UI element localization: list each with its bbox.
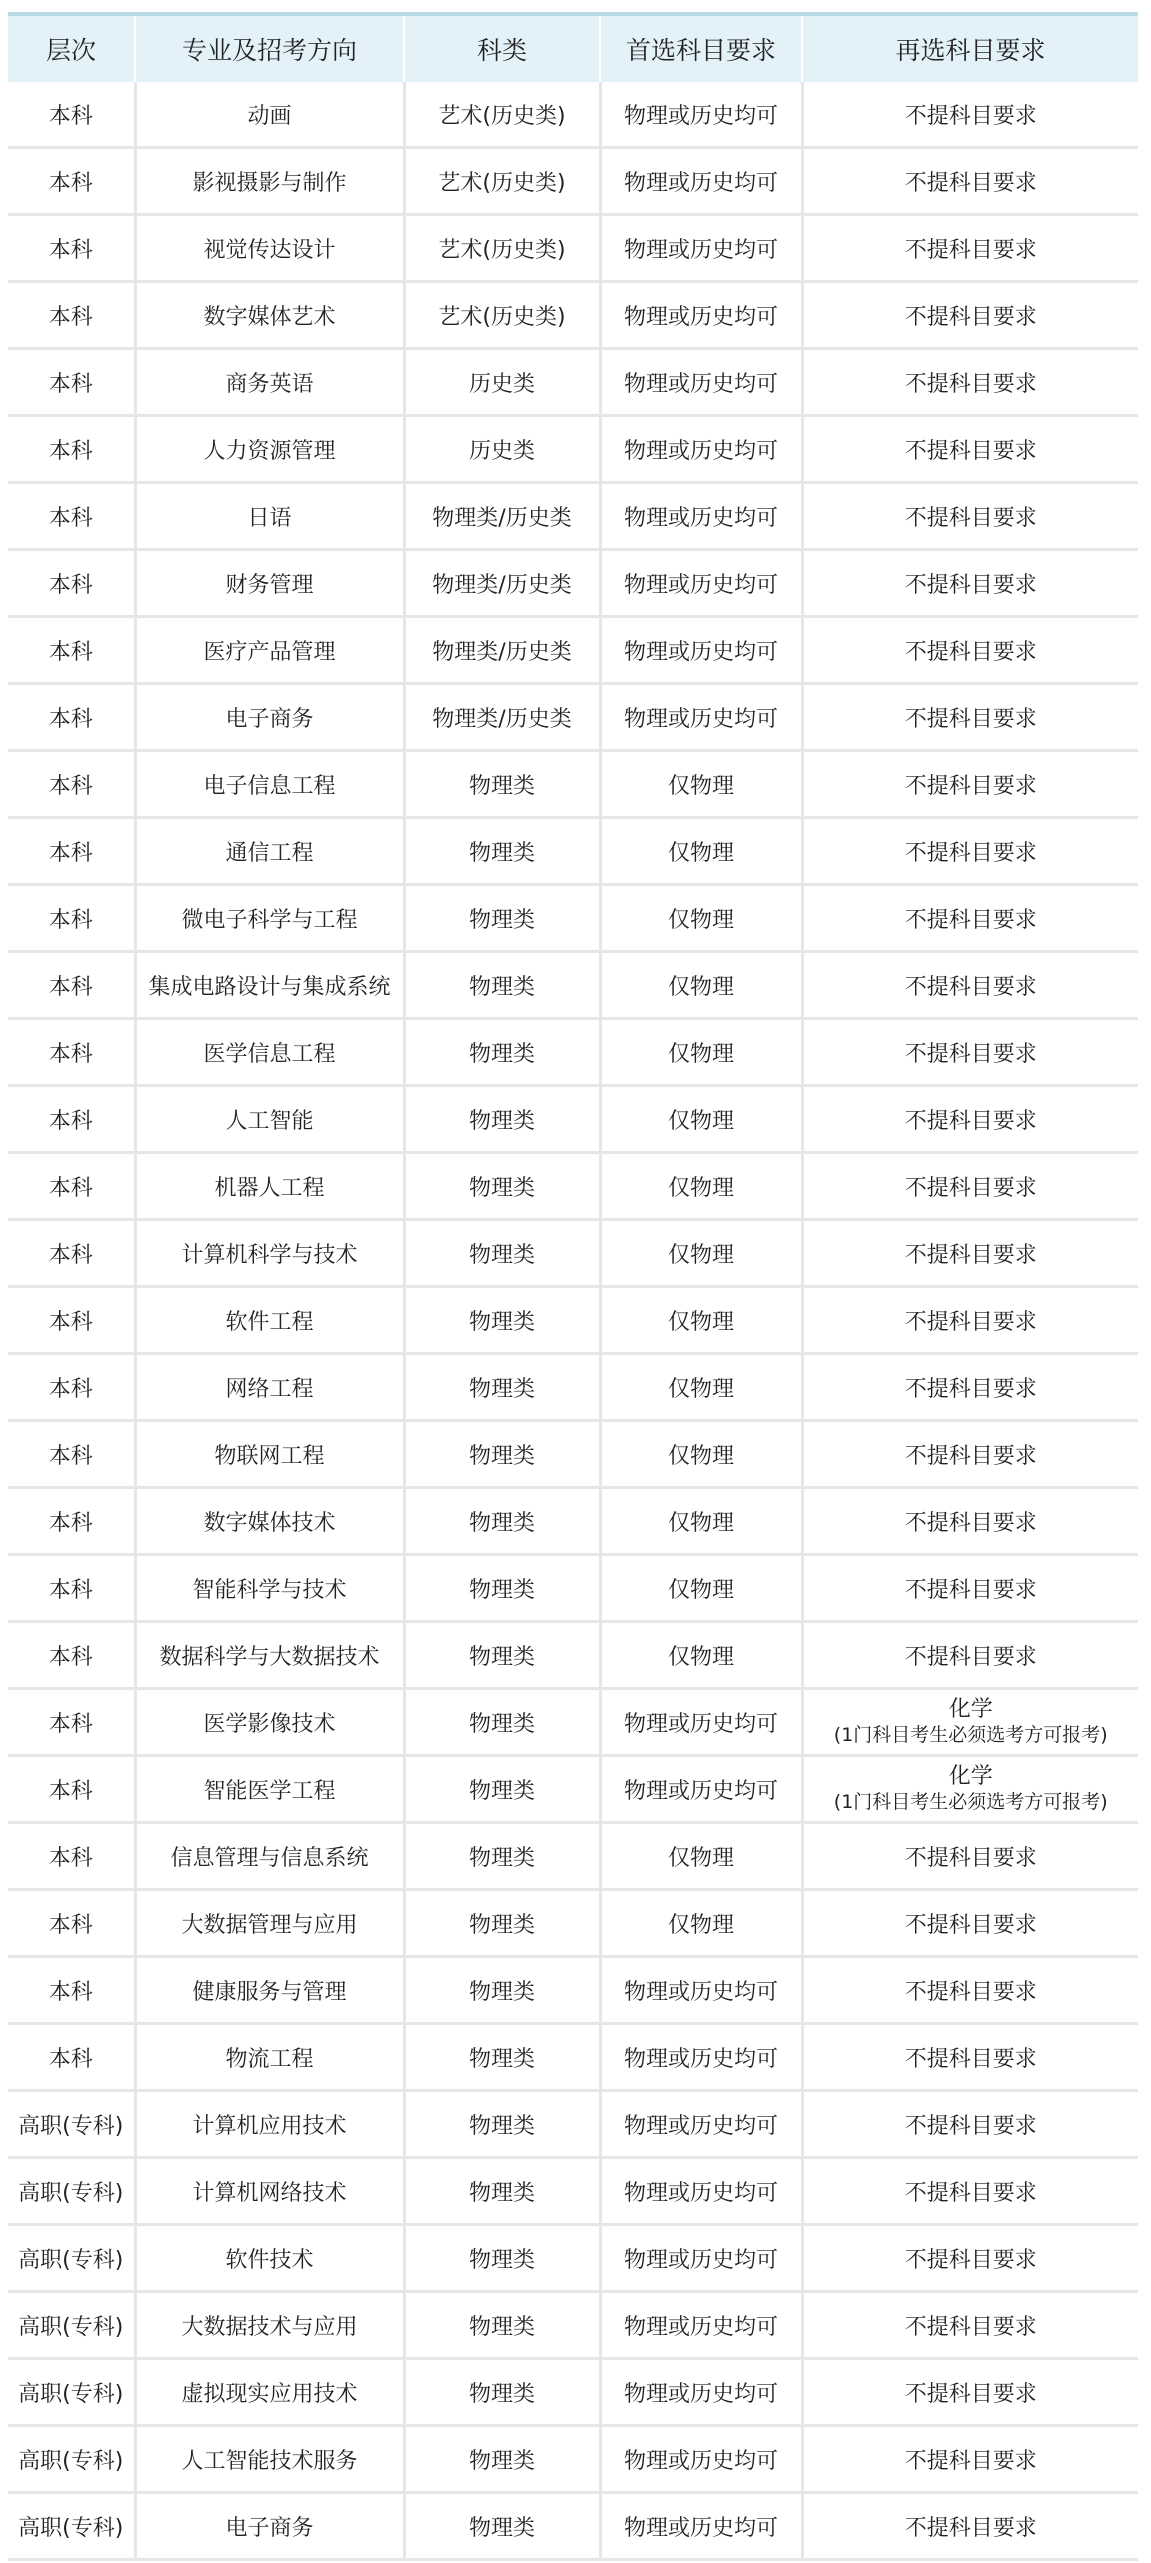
cell-category: 物理类 — [404, 1153, 600, 1220]
second-subject-text: 不提科目要求 — [904, 2113, 1037, 2139]
cell-level: 本科 — [8, 550, 135, 617]
cell-level: 本科 — [8, 483, 135, 550]
cell-level: 本科 — [8, 617, 135, 684]
cell-level: 本科 — [8, 1689, 135, 1756]
table-row — [8, 952, 1138, 1019]
cell-category: 物理类 — [404, 1421, 600, 1488]
cell-major: 计算机应用技术 — [135, 2091, 404, 2158]
header-row — [8, 16, 1138, 82]
cell-first-subject: 物理或历史均可 — [600, 2225, 802, 2292]
cell-first-subject: 物理或历史均可 — [600, 550, 802, 617]
table-row — [8, 617, 1138, 684]
cell-level: 本科 — [8, 1488, 135, 1555]
second-subject-text: 不提科目要求 — [904, 1175, 1037, 1201]
table-row — [8, 82, 1138, 148]
cell-first-subject: 物理或历史均可 — [600, 416, 802, 483]
cell-first-subject: 物理或历史均可 — [600, 2024, 802, 2091]
cell-second-subject — [802, 2158, 1138, 2225]
cell-level: 本科 — [8, 82, 135, 148]
cell-level: 本科 — [8, 1823, 135, 1890]
cell-level: 本科 — [8, 684, 135, 751]
cell-major: 计算机科学与技术 — [135, 1220, 404, 1287]
cell-second-subject — [802, 952, 1138, 1019]
second-subject-text: 化学 — [948, 1697, 993, 1722]
cell-category: 物理类 — [404, 1823, 600, 1890]
cell-category: 物理类 — [404, 751, 600, 818]
cell-second-subject — [802, 1957, 1138, 2024]
second-subject-text: 不提科目要求 — [904, 1242, 1037, 1268]
cell-second-subject — [802, 483, 1138, 550]
cell-level: 本科 — [8, 416, 135, 483]
table-row — [8, 2024, 1138, 2091]
cell-first-subject: 物理或历史均可 — [600, 1957, 802, 2024]
second-subject-text: 不提科目要求 — [904, 1041, 1037, 1067]
cell-second-subject — [802, 1086, 1138, 1153]
table-row — [8, 1086, 1138, 1153]
cell-level: 本科 — [8, 1756, 135, 1823]
cell-category: 物理类 — [404, 2158, 600, 2225]
second-subject-text: 不提科目要求 — [904, 2448, 1037, 2474]
table-row — [8, 349, 1138, 416]
cell-second-subject — [802, 1354, 1138, 1421]
cell-level: 本科 — [8, 1019, 135, 1086]
cell-level: 本科 — [8, 215, 135, 282]
cell-first-subject: 仅物理 — [600, 885, 802, 952]
cell-major: 物流工程 — [135, 2024, 404, 2091]
cell-level: 本科 — [8, 1086, 135, 1153]
table-row — [8, 885, 1138, 952]
cell-major: 动画 — [135, 82, 404, 148]
cell-level: 高职(专科) — [8, 2225, 135, 2292]
cell-category: 物理类 — [404, 952, 600, 1019]
second-subject-text: 不提科目要求 — [904, 1510, 1037, 1536]
cell-category: 物理类 — [404, 1019, 600, 1086]
second-subject-text: 不提科目要求 — [904, 237, 1037, 263]
second-subject-text: 不提科目要求 — [904, 2247, 1037, 2273]
cell-second-subject — [802, 1488, 1138, 1555]
table-row — [8, 818, 1138, 885]
cell-major: 人工智能技术服务 — [135, 2426, 404, 2493]
header-second-subject: 再选科目要求 — [802, 16, 1138, 82]
cell-second-subject — [802, 1756, 1138, 1823]
cell-major: 健康服务与管理 — [135, 1957, 404, 2024]
cell-level: 本科 — [8, 952, 135, 1019]
cell-second-subject — [802, 215, 1138, 282]
cell-category: 物理类 — [404, 2225, 600, 2292]
cell-level: 本科 — [8, 751, 135, 818]
second-subject-text: 不提科目要求 — [904, 1309, 1037, 1335]
second-subject-text: 不提科目要求 — [904, 170, 1037, 196]
table-row — [8, 684, 1138, 751]
cell-level: 高职(专科) — [8, 2426, 135, 2493]
second-subject-note: (1门科目考生必须选考方可报考) — [833, 1724, 1108, 1746]
table-row — [8, 1153, 1138, 1220]
cell-first-subject: 仅物理 — [600, 1086, 802, 1153]
cell-category: 物理类 — [404, 2292, 600, 2359]
cell-second-subject — [802, 82, 1138, 148]
cell-major: 软件工程 — [135, 1287, 404, 1354]
cell-second-subject — [802, 1555, 1138, 1622]
cell-first-subject: 物理或历史均可 — [600, 2292, 802, 2359]
cell-first-subject: 仅物理 — [600, 1019, 802, 1086]
header-category: 科类 — [404, 16, 600, 82]
table-row — [8, 550, 1138, 617]
table-row — [8, 1957, 1138, 2024]
cell-category: 物理类 — [404, 1354, 600, 1421]
second-subject-text: 不提科目要求 — [904, 1108, 1037, 1134]
cell-major: 医学影像技术 — [135, 1689, 404, 1756]
cell-second-subject — [802, 1622, 1138, 1689]
second-subject-text: 不提科目要求 — [904, 1577, 1037, 1603]
table-row — [8, 2292, 1138, 2359]
cell-major: 电子信息工程 — [135, 751, 404, 818]
second-subject-note: (1门科目考生必须选考方可报考) — [833, 1791, 1108, 1813]
cell-second-subject — [802, 1421, 1138, 1488]
table-row — [8, 2359, 1138, 2426]
cell-first-subject: 仅物理 — [600, 1153, 802, 1220]
cell-second-subject — [802, 2292, 1138, 2359]
second-subject-text: 不提科目要求 — [904, 1443, 1037, 1469]
cell-major: 软件技术 — [135, 2225, 404, 2292]
cell-major: 医疗产品管理 — [135, 617, 404, 684]
cell-level: 高职(专科) — [8, 2292, 135, 2359]
cell-major: 智能科学与技术 — [135, 1555, 404, 1622]
cell-major: 信息管理与信息系统 — [135, 1823, 404, 1890]
cell-second-subject — [802, 416, 1138, 483]
cell-major: 数据科学与大数据技术 — [135, 1622, 404, 1689]
second-subject-text: 不提科目要求 — [904, 371, 1037, 397]
cell-second-subject — [802, 1689, 1138, 1756]
cell-category: 物理类 — [404, 2091, 600, 2158]
cell-major: 机器人工程 — [135, 1153, 404, 1220]
cell-major: 影视摄影与制作 — [135, 148, 404, 215]
cell-major: 电子商务 — [135, 684, 404, 751]
cell-level: 高职(专科) — [8, 2158, 135, 2225]
table-row — [8, 282, 1138, 349]
second-subject-text: 不提科目要求 — [904, 103, 1037, 129]
cell-category: 物理类 — [404, 1756, 600, 1823]
table-row — [8, 1019, 1138, 1086]
cell-major: 智能医学工程 — [135, 1756, 404, 1823]
cell-category: 物理类 — [404, 1488, 600, 1555]
cell-second-subject — [802, 1287, 1138, 1354]
cell-second-subject — [802, 1890, 1138, 1957]
cell-first-subject: 物理或历史均可 — [600, 617, 802, 684]
cell-second-subject — [802, 1019, 1138, 1086]
header-level: 层次 — [8, 16, 135, 82]
table-row — [8, 148, 1138, 215]
second-subject-text: 不提科目要求 — [904, 1912, 1037, 1938]
cell-first-subject: 仅物理 — [600, 1890, 802, 1957]
cell-category: 物理类 — [404, 1957, 600, 2024]
cell-first-subject: 仅物理 — [600, 818, 802, 885]
cell-category: 物理类/历史类 — [404, 684, 600, 751]
cell-second-subject — [802, 751, 1138, 818]
cell-major: 微电子科学与工程 — [135, 885, 404, 952]
second-subject-text: 不提科目要求 — [904, 639, 1037, 665]
table-row — [8, 2091, 1138, 2158]
cell-category: 物理类 — [404, 818, 600, 885]
cell-category: 物理类/历史类 — [404, 483, 600, 550]
table-header — [8, 16, 1138, 82]
cell-second-subject — [802, 148, 1138, 215]
second-subject-text: 不提科目要求 — [904, 773, 1037, 799]
cell-category: 艺术(历史类) — [404, 215, 600, 282]
cell-level: 本科 — [8, 2024, 135, 2091]
cell-first-subject: 物理或历史均可 — [600, 2493, 802, 2560]
cell-first-subject: 仅物理 — [600, 1220, 802, 1287]
table-row — [8, 416, 1138, 483]
cell-first-subject: 物理或历史均可 — [600, 148, 802, 215]
second-subject-text: 不提科目要求 — [904, 1376, 1037, 1402]
cell-category: 艺术(历史类) — [404, 148, 600, 215]
second-subject-text: 不提科目要求 — [904, 572, 1037, 598]
cell-level: 本科 — [8, 1421, 135, 1488]
cell-category: 物理类/历史类 — [404, 617, 600, 684]
cell-level: 本科 — [8, 818, 135, 885]
second-subject-text: 不提科目要求 — [904, 840, 1037, 866]
cell-second-subject — [802, 2091, 1138, 2158]
second-subject-text: 不提科目要求 — [904, 304, 1037, 330]
cell-category: 艺术(历史类) — [404, 282, 600, 349]
second-subject-text: 不提科目要求 — [904, 1979, 1037, 2005]
cell-major: 网络工程 — [135, 1354, 404, 1421]
cell-first-subject: 仅物理 — [600, 1354, 802, 1421]
second-subject-text: 不提科目要求 — [904, 706, 1037, 732]
cell-first-subject: 物理或历史均可 — [600, 1689, 802, 1756]
cell-major: 视觉传达设计 — [135, 215, 404, 282]
second-subject-text: 不提科目要求 — [904, 974, 1037, 1000]
cell-level: 本科 — [8, 1354, 135, 1421]
second-subject-text: 不提科目要求 — [904, 2381, 1037, 2407]
admission-subject-table — [8, 16, 1138, 2561]
table-row — [8, 1220, 1138, 1287]
cell-second-subject — [802, 2225, 1138, 2292]
second-subject-text: 不提科目要求 — [904, 2180, 1037, 2206]
cell-level: 高职(专科) — [8, 2091, 135, 2158]
second-subject-text: 不提科目要求 — [904, 2046, 1037, 2072]
second-subject-text: 不提科目要求 — [904, 505, 1037, 531]
cell-category: 物理类 — [404, 2024, 600, 2091]
cell-level: 本科 — [8, 349, 135, 416]
cell-category: 物理类 — [404, 2493, 600, 2560]
cell-major: 医学信息工程 — [135, 1019, 404, 1086]
second-subject-text: 化学 — [948, 1764, 993, 1789]
cell-second-subject — [802, 2426, 1138, 2493]
table-row — [8, 1555, 1138, 1622]
cell-category: 艺术(历史类) — [404, 82, 600, 148]
cell-level: 本科 — [8, 282, 135, 349]
cell-major: 集成电路设计与集成系统 — [135, 952, 404, 1019]
cell-major: 人工智能 — [135, 1086, 404, 1153]
admission-table-container — [8, 12, 1138, 2561]
cell-first-subject: 仅物理 — [600, 1555, 802, 1622]
cell-category: 历史类 — [404, 416, 600, 483]
cell-level: 本科 — [8, 1622, 135, 1689]
table-row — [8, 1823, 1138, 1890]
cell-major: 电子商务 — [135, 2493, 404, 2560]
cell-level: 本科 — [8, 1153, 135, 1220]
cell-category: 物理类 — [404, 1086, 600, 1153]
second-subject-text: 不提科目要求 — [904, 1845, 1037, 1871]
cell-second-subject — [802, 282, 1138, 349]
cell-major: 大数据管理与应用 — [135, 1890, 404, 1957]
cell-second-subject — [802, 1823, 1138, 1890]
cell-major: 计算机网络技术 — [135, 2158, 404, 2225]
table-row — [8, 483, 1138, 550]
cell-first-subject: 仅物理 — [600, 1622, 802, 1689]
cell-first-subject: 仅物理 — [600, 1488, 802, 1555]
table-row — [8, 1354, 1138, 1421]
cell-major: 数字媒体技术 — [135, 1488, 404, 1555]
cell-first-subject: 仅物理 — [600, 952, 802, 1019]
cell-first-subject: 物理或历史均可 — [600, 282, 802, 349]
cell-category: 物理类 — [404, 1220, 600, 1287]
second-subject-text: 不提科目要求 — [904, 1644, 1037, 1670]
cell-first-subject: 物理或历史均可 — [600, 2158, 802, 2225]
table-row — [8, 1287, 1138, 1354]
header-first-subject: 首选科目要求 — [600, 16, 802, 82]
cell-second-subject — [802, 617, 1138, 684]
table-row — [8, 751, 1138, 818]
cell-level: 高职(专科) — [8, 2493, 135, 2560]
cell-category: 物理类 — [404, 1622, 600, 1689]
cell-level: 本科 — [8, 1555, 135, 1622]
cell-first-subject: 物理或历史均可 — [600, 483, 802, 550]
cell-category: 物理类 — [404, 1689, 600, 1756]
cell-major: 人力资源管理 — [135, 416, 404, 483]
cell-second-subject — [802, 1220, 1138, 1287]
cell-category: 物理类 — [404, 1287, 600, 1354]
table-row — [8, 1488, 1138, 1555]
cell-level: 本科 — [8, 148, 135, 215]
cell-first-subject: 仅物理 — [600, 1823, 802, 1890]
second-subject-text: 不提科目要求 — [904, 438, 1037, 464]
cell-second-subject — [802, 684, 1138, 751]
cell-major: 财务管理 — [135, 550, 404, 617]
cell-first-subject: 物理或历史均可 — [600, 684, 802, 751]
table-row — [8, 1890, 1138, 1957]
cell-level: 本科 — [8, 1957, 135, 2024]
cell-major: 通信工程 — [135, 818, 404, 885]
cell-first-subject: 物理或历史均可 — [600, 215, 802, 282]
table-row — [8, 1689, 1138, 1756]
cell-first-subject: 仅物理 — [600, 751, 802, 818]
cell-category: 物理类 — [404, 1555, 600, 1622]
cell-category: 历史类 — [404, 349, 600, 416]
table-row — [8, 1421, 1138, 1488]
cell-category: 物理类/历史类 — [404, 550, 600, 617]
cell-category: 物理类 — [404, 885, 600, 952]
cell-first-subject: 物理或历史均可 — [600, 2091, 802, 2158]
cell-second-subject — [802, 349, 1138, 416]
table-row — [8, 2158, 1138, 2225]
cell-major: 大数据技术与应用 — [135, 2292, 404, 2359]
cell-category: 物理类 — [404, 2426, 600, 2493]
cell-first-subject: 仅物理 — [600, 1421, 802, 1488]
cell-category: 物理类 — [404, 2359, 600, 2426]
cell-first-subject: 物理或历史均可 — [600, 2426, 802, 2493]
cell-major: 物联网工程 — [135, 1421, 404, 1488]
cell-major: 商务英语 — [135, 349, 404, 416]
cell-second-subject — [802, 1153, 1138, 1220]
table-row — [8, 2426, 1138, 2493]
cell-level: 本科 — [8, 1220, 135, 1287]
cell-level: 本科 — [8, 885, 135, 952]
cell-second-subject — [802, 550, 1138, 617]
cell-second-subject — [802, 2024, 1138, 2091]
cell-major: 日语 — [135, 483, 404, 550]
cell-level: 高职(专科) — [8, 2359, 135, 2426]
cell-second-subject — [802, 818, 1138, 885]
cell-level: 本科 — [8, 1287, 135, 1354]
table-row — [8, 2493, 1138, 2560]
table-body — [8, 82, 1138, 2560]
header-major: 专业及招考方向 — [135, 16, 404, 82]
cell-second-subject — [802, 2493, 1138, 2560]
cell-major: 数字媒体艺术 — [135, 282, 404, 349]
table-row — [8, 1756, 1138, 1823]
second-subject-text: 不提科目要求 — [904, 907, 1037, 933]
cell-first-subject: 物理或历史均可 — [600, 82, 802, 148]
table-row — [8, 215, 1138, 282]
cell-first-subject: 物理或历史均可 — [600, 2359, 802, 2426]
cell-first-subject: 仅物理 — [600, 1287, 802, 1354]
cell-first-subject: 物理或历史均可 — [600, 1756, 802, 1823]
second-subject-text: 不提科目要求 — [904, 2515, 1037, 2541]
cell-major: 虚拟现实应用技术 — [135, 2359, 404, 2426]
second-subject-text: 不提科目要求 — [904, 2314, 1037, 2340]
cell-level: 本科 — [8, 1890, 135, 1957]
table-row — [8, 2225, 1138, 2292]
cell-second-subject — [802, 2359, 1138, 2426]
cell-category: 物理类 — [404, 1890, 600, 1957]
cell-second-subject — [802, 885, 1138, 952]
table-row — [8, 1622, 1138, 1689]
cell-first-subject: 物理或历史均可 — [600, 349, 802, 416]
